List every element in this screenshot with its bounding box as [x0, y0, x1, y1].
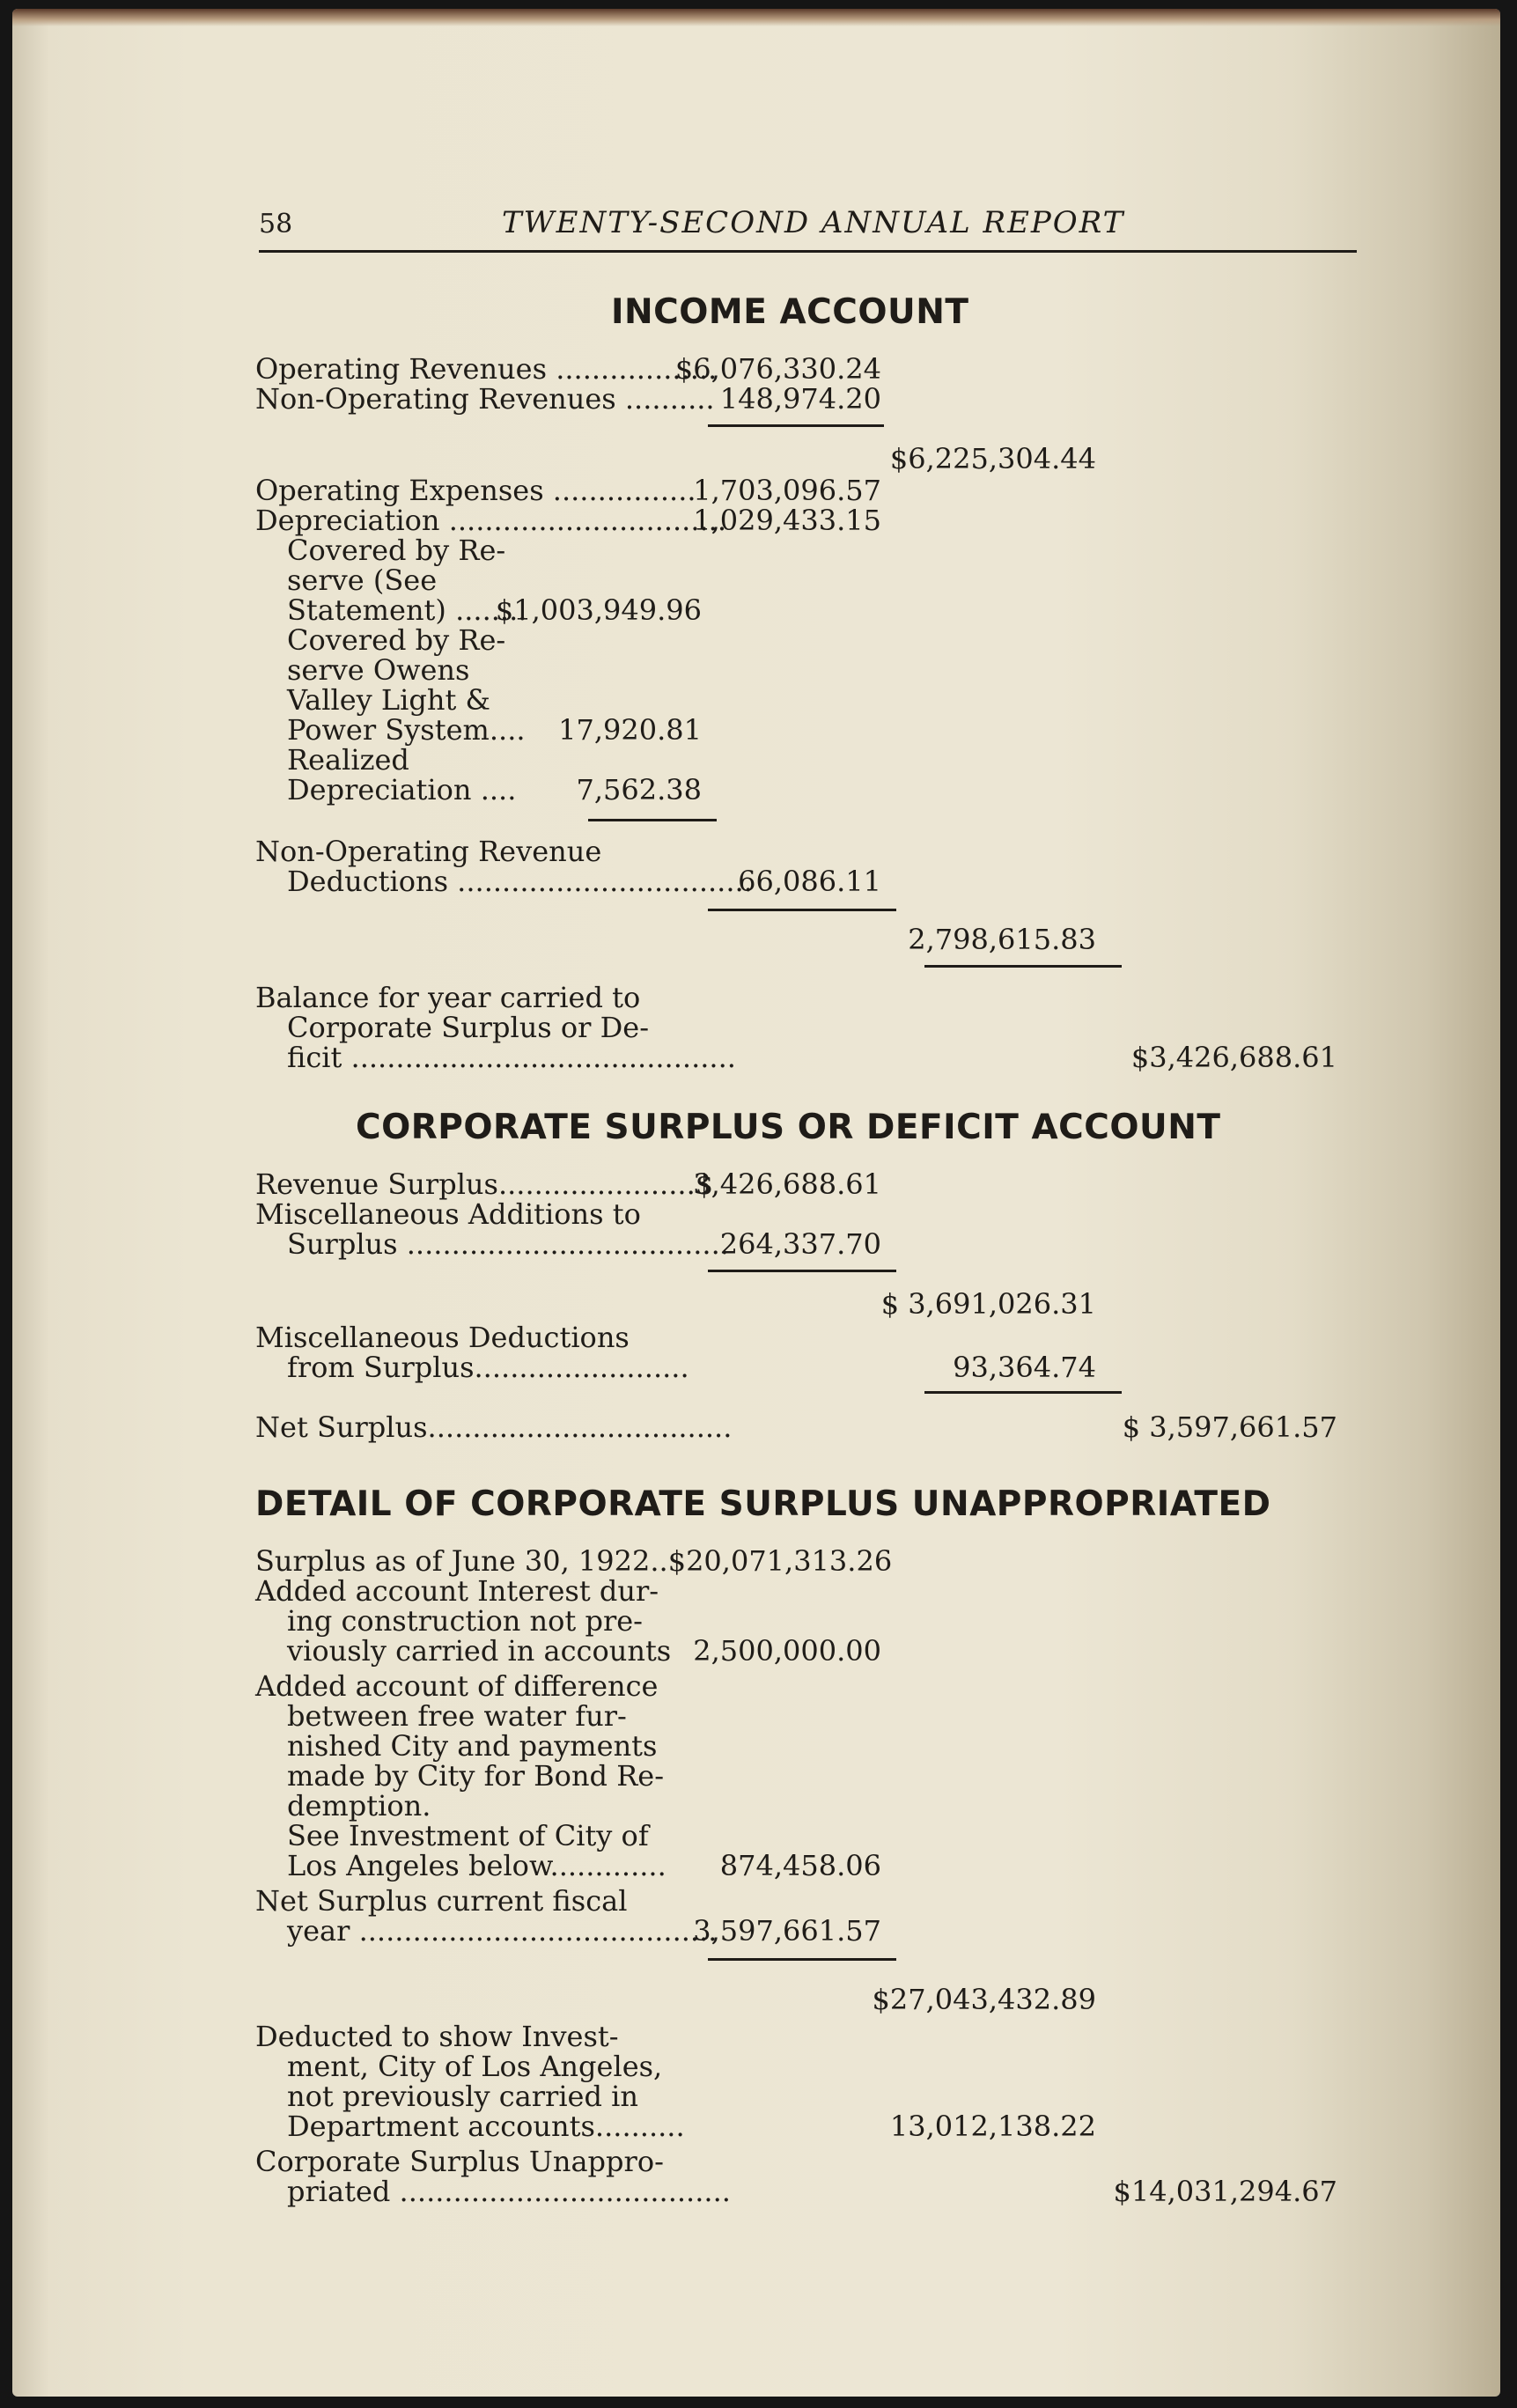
non-operating-revenues-amount: 148,974.20 [719, 382, 881, 416]
free-water-line: Los Angeles below............. [287, 1849, 666, 1882]
detail-additions-rule [708, 1958, 896, 1961]
realized-depreciation-line: Realized [287, 743, 409, 777]
total-revenues-amount: $6,225,304.44 [889, 442, 1096, 475]
detail-title: DETAIL OF CORPORATE SURPLUS UNAPPROPRIATED [255, 1484, 1271, 1524]
deducted-investment-line: Deducted to show Invest- [255, 2020, 619, 2053]
free-water-line: demption. [287, 1789, 431, 1823]
free-water-line: Added account of difference [255, 1669, 659, 1703]
operating-expenses-label: Operating Expenses ................ [255, 474, 696, 507]
depreciation-amount: 1,029,433.15 [693, 504, 881, 537]
depreciation-rule [588, 819, 717, 821]
misc-additions-line: Miscellaneous Additions to [255, 1197, 641, 1231]
operating-revenues-label: Operating Revenues .................. [255, 352, 718, 386]
misc-deductions-amount: 93,364.74 [953, 1351, 1096, 1384]
deducted-investment-line: Department accounts.......... [287, 2110, 685, 2143]
covered-owens-line: serve Owens [287, 653, 470, 687]
net-surplus-fiscal-amount: 3,597,661.57 [693, 1914, 881, 1948]
interest-line: viously carried in accounts [287, 1634, 672, 1668]
income-account-title: INCOME ACCOUNT [611, 292, 969, 332]
revenue-surplus-amount: 3,426,688.61 [693, 1167, 881, 1201]
operating-revenues-amount: $6,076,330.24 [674, 352, 881, 386]
deducted-investment-line: not previously carried in [287, 2080, 638, 2113]
balance-amount: $3,426,688.61 [1130, 1041, 1337, 1074]
covered-owens-line: Valley Light & [287, 683, 490, 717]
surplus-subtotal-amount: $ 3,691,026.31 [880, 1287, 1096, 1321]
net-surplus-fiscal-line: year ........................................ [287, 1914, 718, 1948]
deducted-investment-line: ment, City of Los Angeles, [287, 2050, 663, 2083]
free-water-line: See Investment of City of [287, 1819, 649, 1852]
non-operating-deductions-amount: 66,086.11 [738, 865, 881, 898]
misc-additions-amount: 264,337.70 [719, 1227, 881, 1261]
unappropriated-line: Corporate Surplus Unappro- [255, 2145, 664, 2178]
interest-line: Added account Interest dur- [255, 1574, 659, 1608]
covered-reserve-amount: $1,003,949.96 [495, 593, 702, 627]
free-water-amount: 874,458.06 [719, 1849, 881, 1882]
covered-owens-amount: 17,920.81 [558, 713, 702, 747]
free-water-line: made by City for Bond Re- [287, 1759, 665, 1793]
surplus-account-title: CORPORATE SURPLUS OR DEFICIT ACCOUNT [356, 1108, 1221, 1147]
net-surplus-amount: $ 3,597,661.57 [1122, 1410, 1337, 1444]
unappropriated-line: priated ..................................... [287, 2175, 731, 2208]
balance-line: ficit ........................................... [287, 1041, 736, 1074]
misc-deductions-line: from Surplus........................ [287, 1351, 689, 1384]
revenue-surplus-label: Revenue Surplus......................$ [255, 1167, 714, 1201]
misc-additions-line: Surplus .................................... [287, 1227, 729, 1261]
realized-depreciation-amount: 7,562.38 [576, 773, 702, 806]
free-water-line: between free water fur- [287, 1699, 627, 1733]
interest-line: ing construction not pre- [287, 1604, 643, 1638]
header-rule [259, 250, 1357, 253]
balance-line: Balance for year carried to [255, 981, 641, 1014]
revenues-rule [708, 424, 884, 427]
deductions-rule [708, 909, 896, 911]
interest-amount: 2,500,000.00 [693, 1634, 881, 1668]
free-water-line: nished City and payments [287, 1729, 658, 1763]
surplus-june-1922: Surplus as of June 30, 1922..$20,071,313.26 [255, 1544, 893, 1578]
total-deductions-amount: 2,798,615.83 [908, 923, 1096, 956]
page-number: 58 [259, 209, 293, 239]
balance-line: Corporate Surplus or De- [287, 1011, 650, 1044]
report-page [12, 9, 1500, 2397]
misc-deductions-rule [924, 1391, 1122, 1394]
non-operating-revenues-label: Non-Operating Revenues .......... [255, 382, 715, 416]
net-surplus-label: Net Surplus.................................. [255, 1410, 733, 1444]
net-surplus-fiscal-line: Net Surplus current fiscal [255, 1884, 628, 1918]
covered-reserve-line: Covered by Re- [287, 534, 506, 567]
misc-deductions-line: Miscellaneous Deductions [255, 1321, 630, 1354]
total-deductions-rule [924, 965, 1122, 968]
covered-owens-line: Covered by Re- [287, 623, 506, 657]
additions-rule [708, 1270, 896, 1272]
covered-owens-line: Power System.... [287, 713, 526, 747]
running-title: TWENTY-SECOND ANNUAL REPORT [502, 205, 1125, 240]
detail-subtotal-amount: $27,043,432.89 [872, 1983, 1096, 2016]
non-operating-deductions-line: Deductions ................................. [287, 865, 753, 898]
depreciation-label: Depreciation ............................... [255, 504, 727, 537]
operating-expenses-amount: 1,703,096.57 [693, 474, 881, 507]
realized-depreciation-line: Depreciation .... [287, 773, 517, 806]
deducted-investment-amount: 13,012,138.22 [889, 2110, 1096, 2143]
covered-reserve-line: Statement) ........ [287, 593, 527, 627]
unappropriated-amount: $14,031,294.67 [1113, 2175, 1337, 2208]
non-operating-deductions-line: Non-Operating Revenue [255, 835, 602, 868]
covered-reserve-line: serve (See [287, 563, 438, 597]
